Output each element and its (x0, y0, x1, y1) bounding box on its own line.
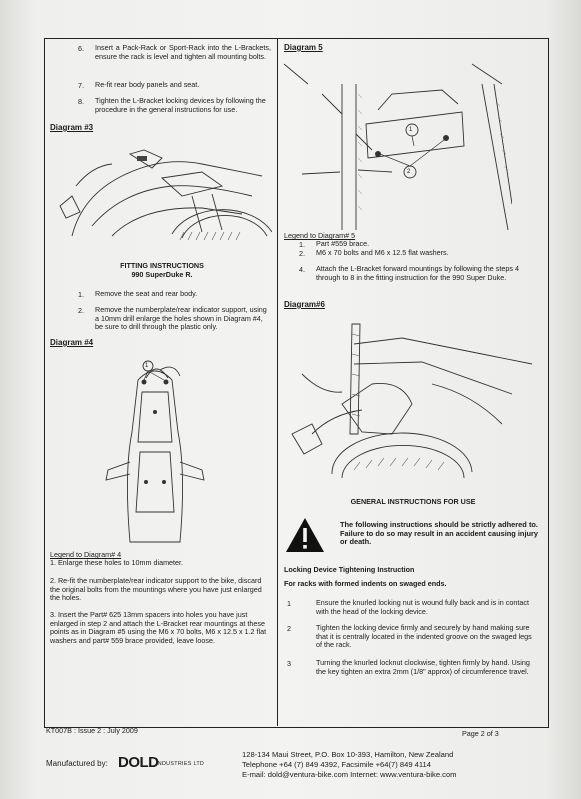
manufactured-by-label: Manufactured by: (46, 759, 108, 768)
step-number: 1. (78, 290, 84, 299)
warning-icon (284, 516, 326, 554)
step-number: 2. (78, 306, 84, 315)
diagram4-callout: 1 (145, 363, 149, 369)
legend-text: Part #559 brace. (316, 239, 370, 248)
company-logo (118, 754, 206, 776)
racks-title: For racks with formed indents on swaged ends. (284, 579, 447, 588)
general-title: GENERAL INSTRUCTIONS FOR USE (350, 497, 476, 506)
legend-text: Attach the L-Bracket forward mountings by following the steps 4 through to 8 in the fitting instruction for the 990 Super Duke. (316, 264, 519, 282)
diagram6-illustration (282, 314, 542, 482)
diagram5-legend-title: Legend to Diagram# 5 (284, 231, 356, 240)
step-text: Tighten the L-Bracket locking devices by following the procedure in the general instructions for use. (95, 96, 266, 114)
step-number: 1 (287, 599, 291, 608)
legend-number: 2. (299, 249, 305, 258)
step-number: 8. (78, 97, 84, 106)
step-text: Tighten the locking device firmly and securely by hand making sure that it is centrally located in the indented groove on the swaged legs of the rack. (316, 623, 532, 650)
diagram4-heading: Diagram #4 (50, 338, 94, 347)
step-text: Remove the seat and rear body. (95, 289, 198, 298)
step-text: Turning the knurled locknut clockwise, tighten firmly by hand. Using the key tighten an extra 2mm (1/8" approx) of circumference travel. (316, 658, 530, 676)
fitting-title: FITTING INSTRUCTIONS (120, 261, 204, 270)
diagram5-callout-2: 2 (407, 169, 411, 175)
step-text: Re-fit rear body panels and seat. (95, 80, 200, 89)
step-number: 6. (78, 44, 84, 53)
diagram4-legend-item: 1. Enlarge these holes to 10mm diameter. (50, 558, 184, 567)
logo-wordmark: DOLD (118, 754, 159, 771)
diagram5-callout-1: 1 (409, 127, 413, 133)
company-address: 128-134 Maui Street, P.O. Box 10-393, Hamilton, New Zealand (242, 750, 454, 759)
column-divider (277, 38, 278, 726)
step-text: Remove the numberplate/rear indicator support, using a 10mm drill enlarge the holes shown in Diagram #4, be sure to drill through the plastic only. (95, 305, 267, 332)
diagram3-illustration (52, 136, 272, 254)
page-number: Page 2 of 3 (462, 729, 499, 738)
diagram4-legend-item: 2. Re-fit the numberplate/rear indicator support to the bike, discard the original bolts from the mountings where you have just enlarged the holes. (50, 576, 262, 603)
fitting-model: 990 SuperDuke R. (131, 270, 193, 279)
warning-text: The following instructions should be strictly adhered to. Failure to do so may result in an accident causing injury or death. (340, 520, 538, 547)
step-number: 7. (78, 81, 84, 90)
diagram4-illustration (100, 352, 210, 548)
diagram4-legend-title: Legend to Diagram# 4 (50, 550, 122, 559)
step-text: Ensure the knurled locking nut is wound fully back and is in contact with the head of the locking device. (316, 598, 529, 616)
diagram6-heading: Diagram#6 (284, 300, 325, 309)
step-number: 2 (287, 624, 291, 633)
company-contact: E-mail: dold@ventura-bike.com Internet: www.ventura-bike.com (242, 770, 457, 779)
document-code: KT007B : Issue 2 : July 2009 (46, 726, 138, 735)
step-number: 3 (287, 659, 291, 668)
diagram4-legend-item: 3. Insert the Part# 625 13mm spacers into holes you have just enlarged in step 2 and attach the L-Bracket rear mountings at these points as in Diagram #5 using the M6 x 70 bolts, M6 x 12.5 x 1.2 flat washers and part# 559 brace provided, leave loose. (50, 610, 267, 645)
diagram5-illustration (282, 54, 512, 232)
diagram5-heading: Diagram 5 (284, 43, 323, 52)
legend-number: 1. (299, 240, 305, 249)
step-text: Insert a Pack-Rack or Sport-Rack into the L-Brackets, ensure the rack is level and tighten all mounting bolts. (95, 43, 271, 61)
locking-title: Locking Device Tightening Instruction (284, 565, 415, 574)
company-phone: Telephone +64 (7) 849 4392, Facsimile +64(7) 849 4114 (242, 760, 431, 769)
logo-subtitle: INDUSTRIES LTD (156, 761, 205, 767)
legend-number: 4. (299, 265, 305, 274)
diagram3-heading: Diagram #3 (50, 123, 94, 132)
legend-text: M6 x 70 bolts and M6 x 12.5 flat washers. (316, 248, 449, 257)
